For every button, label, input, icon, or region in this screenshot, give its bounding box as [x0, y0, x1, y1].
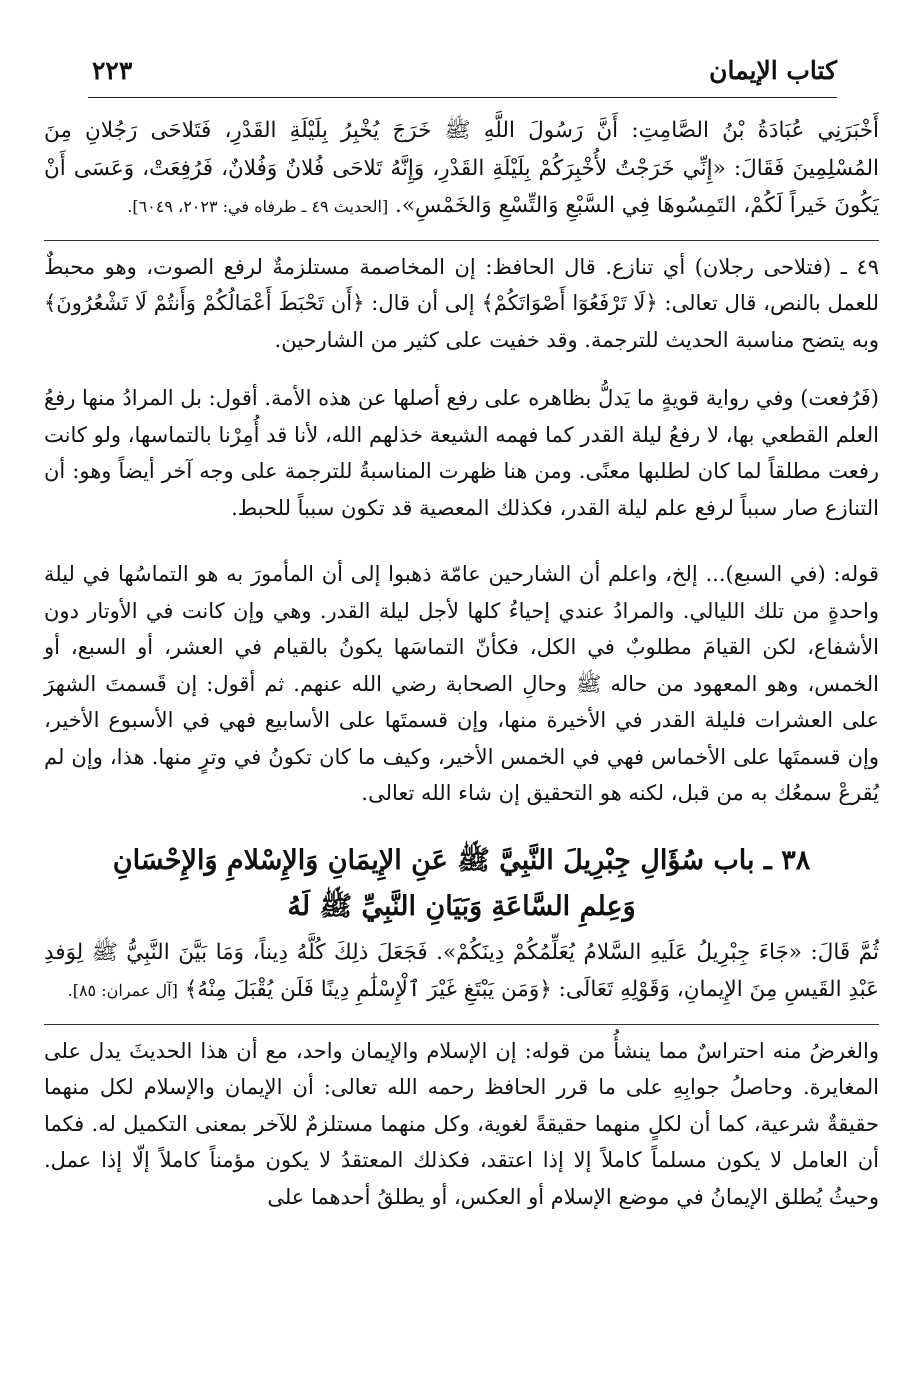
hadith-body: أَخْبَرَنِي عُبَادَةُ بْنُ الصَّامِتِ: أَنَّ رَسُولَ اللَّهِ ﷺ خَرَجَ يُخْبِرُ بِلَيْلَةِ القَدْرِ، فَتَلاحَى رَجُلانِ مِنَ المُسْلِمِينَ فَقَالَ: «إِنِّي خَرَجْتُ لأُخْبِرَكُمْ بِلَيْلَةِ القَدْرِ، وَإِنَّهُ تَلاحَى فُلانٌ وَفُلانٌ، فَرُفِعَتْ، وَعَسَى أَنْ يَكُونَ خَيراً لَكُمْ، التَمِسُوهَا فِي السَّبْعِ وَالتِّسْعِ وَالخَمْسِ».	[44, 118, 879, 218]
spacer	[44, 526, 879, 548]
section-divider	[44, 240, 879, 241]
page-header	[44, 0, 879, 96]
hadith-text	[44, 112, 879, 226]
header-rule	[88, 97, 837, 98]
book-title: كتاب الإيمان	[709, 56, 837, 85]
chapter-reference: [آل عمران: ٨٥].	[67, 981, 178, 1000]
spacer	[44, 358, 879, 372]
page-number: ٢٢٣	[92, 56, 133, 85]
chapter-heading	[44, 838, 879, 930]
chapter-heading-line-1: ٣٨ ـ باب سُؤَالِ جِبْرِيلَ النَّبِيَّ ﷺ عَنِ الإِيمَانِ وَالإِسْلامِ وَالإِحْسَانِ	[112, 844, 811, 876]
hadith-reference: [الحديث ٤٩ ـ طرفاه في: ٢٠٢٣، ٦٠٤٩].	[127, 197, 389, 216]
section-divider	[44, 1024, 879, 1025]
commentary-note-49: ٤٩ ـ (فتلاحى رجلان) أي تنازع. قال الحافظ: إن المخاصمة مستلزمةٌ لرفع الصوت، وهو محبطٌ للعمل بالنص، قال تعالى: ﴿لَا تَرْفَعُوٓا أَصْوَاتَكُمْ﴾ إلى أن قال: ﴿أَن تَحْبَطَ أَعْمَالُكُمْ وَأَنتُمْ لَا تَشْعُرُونَ﴾ وبه يتضح مناسبة الحديث للترجمة. وقد خفيت على كثير من الشارحين.	[44, 254, 879, 352]
commentary-rufiat: (فَرُفعت) وفي رواية قويةٍ ما يَدلُّ بظاهره على رفع أصلها عن هذه الأمة. أقول: بل المرادُ منها رفعُ العلم القطعي بها، لا رفعُ ليلة القدر كما فهمه الشيعة خذلهم الله، لأنا قد أُمِرْنا بالتماسها، ولو كانت رفعت مطلقاً لما كان لطلبها معنًى. ومن هنا ظهرت المناسبةُ للترجمة على وجه آخر أيضاً وهو: أن التنازع صار سبباً لرفع علم ليلة القدر، فكذلك المعصية قد تكون سبباً للحبط.	[44, 386, 879, 520]
commentary-fi-sab: قوله: (في السبع)... إلخ، واعلم أن الشارحين عامّة ذهبوا إلى أن المأمورَ به هو التماسُها في ليلة واحدةٍ من تلك الليالي. والمرادُ عندي إحياءُ كلها لأجل ليلة القدر. وهي وإن كانت في الأوتار دون الأشفاع، لكن القيامَ مطلوبٌ في الكل، فكأنّ التماسَها يكونُ بالقيام في العشر، أو السبع، أو الخمس، وهو المعهود من حاله ﷺ وحالِ الصحابة رضي الله عنهم. ثم أقول: إن قَسمتَ الشهرَ على العشرات فليلة القدر في الأخيرة منها، وإن قسمتَها على الأسابيع فهي في الأسبوع الأخير، وإن قسمتَها على الأخماس فهي في الخمس الأخير، وكيف ما كان تكونُ في وترٍ منها. هذا، وإن لم يُقرعْ سمعُك به من قبل، لكنه هو التحقيق إن شاء الله تعالى.	[44, 562, 879, 805]
chapter-text	[44, 934, 879, 1010]
closing-commentary: والغرضُ منه احتراسٌ مما ينشأُ من قوله: إن الإسلام والإيمان واحد، مع أن هذا الحديثَ يدل على المغايرة. وحاصلُ جوابِهِ على ما قرر الحافظ رحمه الله تعالى: أن الإيمان والإسلام لكل منهما حقيقةٌ شرعية، كما أن لكلٍ منهما حقيقةً لغوية، وكل منهما مستلزمٌ للآخر بمعنى التكميل له. فكما أن العامل لا يكون مسلماً كاملاً إلا إذا اعتقد، فكذلك المعتقدُ لا يكون مؤمناً كاملاً إلّا إذا عمل. وحيثُ يُطلق الإيمانُ في موضع الإسلام أو العكس، أو يطلقُ أحدهما على	[44, 1038, 879, 1209]
chapter-body: ثُمَّ قَالَ: «جَاءَ جِبْرِيلُ عَلَيهِ السَّلامُ يُعَلِّمُكُمْ دِينَكُمْ». فَجَعَلَ ذلِكَ كُلَّهُ دِيناً، وَمَا بَيَّنَ النَّبِيُّ ﷺ لِوَفدِ عَبْدِ القَيسِ مِنَ الإِيمانِ، وَقَوْلِهِ تَعَالَى: ﴿وَمَن يَبْتَغِ غَيْرَ ٱلْإِسْلَٰمِ دِينًا فَلَن يُقْبَلَ مِنْهُ﴾	[44, 939, 879, 1002]
chapter-heading-line-2: وَعِلمِ السَّاعَةِ وَبَيَانِ النَّبِيِّ ﷺ لَهُ	[287, 890, 636, 922]
